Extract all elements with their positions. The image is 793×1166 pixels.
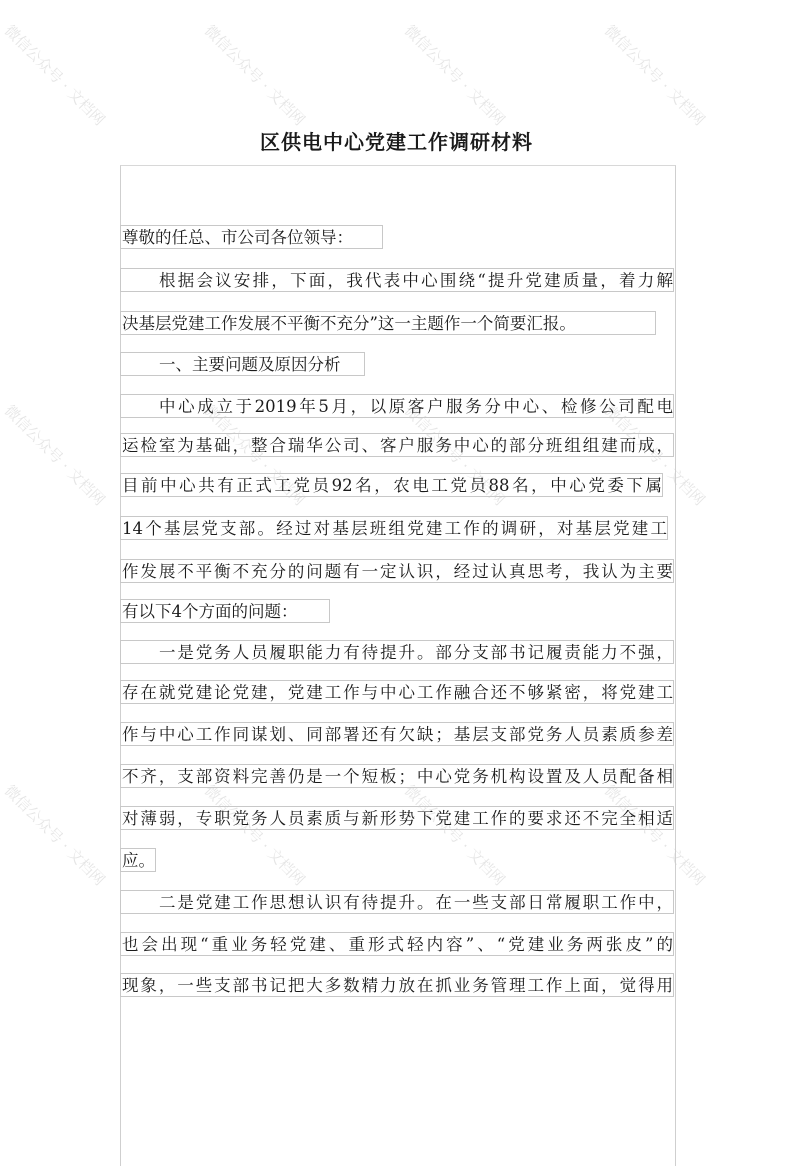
watermark: 微信公众号 · 文档网 [200, 401, 309, 510]
section-heading: 一、主要问题及原因分析 [120, 352, 365, 376]
paragraph-line: 中心成立于2019年5月，以原客户服务分中心、检修公司配电 [120, 394, 674, 418]
watermark: 微信公众号 · 文档网 [0, 401, 109, 510]
watermark: 微信公众号 · 文档网 [200, 21, 309, 130]
document-title: 区供电中心党建工作调研材料 [260, 130, 533, 154]
paragraph-line: 目前中心共有正式工党员92名，农电工党员88名，中心党委下属 [120, 473, 663, 497]
paragraph-line: 14个基层党支部。经过对基层班组党建工作的调研，对基层党建工 [120, 516, 668, 540]
paragraph-line: 作发展不平衡不充分的问题有一定认识，经过认真思考，我认为主要 [120, 559, 674, 583]
watermark: 微信公众号 · 文档网 [600, 401, 709, 510]
paragraph-line: 也会出现“重业务轻党建、重形式轻内容”、“党建业务两张皮”的 [120, 932, 674, 956]
watermark: 微信公众号 · 文档网 [200, 781, 309, 890]
watermark: 微信公众号 · 文档网 [400, 781, 509, 890]
paragraph-line: 一是党务人员履职能力有待提升。部分支部书记履责能力不强， [120, 640, 674, 664]
watermark: 微信公众号 · 文档网 [600, 781, 709, 890]
paragraph-line: 不齐，支部资料完善仍是一个短板；中心党务机构设置及人员配备相 [120, 764, 674, 788]
paragraph-line: 作与中心工作同谋划、同部署还有欠缺；基层支部党务人员素质参差 [120, 722, 674, 746]
salutation: 尊敬的任总、市公司各位领导： [120, 225, 383, 249]
watermark: 微信公众号 · 文档网 [400, 401, 509, 510]
paragraph-line: 运检室为基础，整合瑞华公司、客户服务中心的部分班组组建而成， [120, 433, 674, 457]
paragraph-line: 存在就党建论党建，党建工作与中心工作融合还不够紧密，将党建工 [120, 680, 674, 704]
paragraph-line: 决基层党建工作发展不平衡不充分”这一主题作一个简要汇报。 [120, 311, 656, 335]
paragraph-line: 二是党建工作思想认识有待提升。在一些支部日常履职工作中， [120, 890, 674, 914]
paragraph-line: 应。 [120, 848, 156, 872]
paragraph-line: 有以下4个方面的问题： [120, 599, 330, 623]
watermark: 微信公众号 · 文档网 [600, 21, 709, 130]
paragraph-line: 根据会议安排，下面，我代表中心围绕“提升党建质量，着力解 [120, 268, 674, 292]
watermark: 微信公众号 · 文档网 [0, 21, 109, 130]
watermark: 微信公众号 · 文档网 [0, 781, 109, 890]
paragraph-line: 对薄弱，专职党务人员素质与新形势下党建工作的要求还不完全相适 [120, 806, 674, 830]
paragraph-line: 现象，一些支部书记把大多数精力放在抓业务管理工作上面，觉得用 [120, 973, 674, 997]
watermark: 微信公众号 · 文档网 [400, 21, 509, 130]
